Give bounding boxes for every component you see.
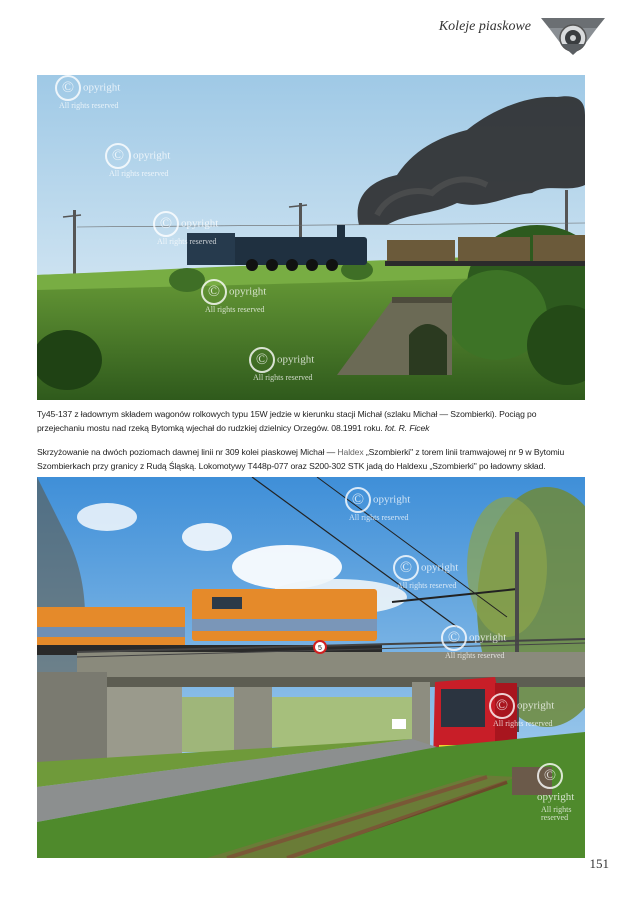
photo-credit: fot. R. Ficek [384,423,430,433]
watermark: © opyright All rights reserved [393,555,458,590]
watermark: © opyright All rights reserved [249,347,314,382]
caption-text: Ty45-137 z ładownym składem wagonów rolkowych typu 15W jedzie w kierunku stacji Michał (szlaku Michał — Szombierki). Pociąg po przejechaniu mostu nad rzeką Bytomką wjechał do rudzkiej dzielnicy Orzegów. 08.1991 roku. [37,409,537,433]
watermark: © opyright All rights reserved [489,693,554,728]
watermark: © opyright All rights reserved [55,75,120,110]
caption-highlight: Haldex [337,447,364,457]
watermark: © opyright All rights reserved [345,487,410,522]
watermark: ©opyright All rights reserved [537,763,585,822]
watermark: © opyright All rights reserved [201,279,266,314]
photo-steam-locomotive [37,75,585,400]
watermark: © opyright All rights reserved [441,625,506,660]
watermark: © opyright All rights reserved [153,211,218,246]
bridge-sign: 5 [318,645,322,652]
caption-photo-1 [37,407,585,435]
photo-bridge-and-tram [37,477,585,858]
steam-locomotive-logo-icon [539,14,607,56]
caption-text: Skrzyżowanie na dwóch poziomach dawnej linii nr 309 kolei piaskowej Michał — [37,447,338,457]
running-header-title: Koleje piaskowe [438,19,531,34]
caption-text: „Szombierki" z torem linii tramwajowej nr 9 w Bytomiu Szombierkach przy granicy z Rudą Śląską. Lokomotywy T448p-077 oraz S200-302 STK jadą do Haldexu „Szombierki" po ładowny skład. [37,447,565,471]
watermark: © opyright All rights reserved [105,143,170,178]
page-number: 151 [589,856,609,871]
